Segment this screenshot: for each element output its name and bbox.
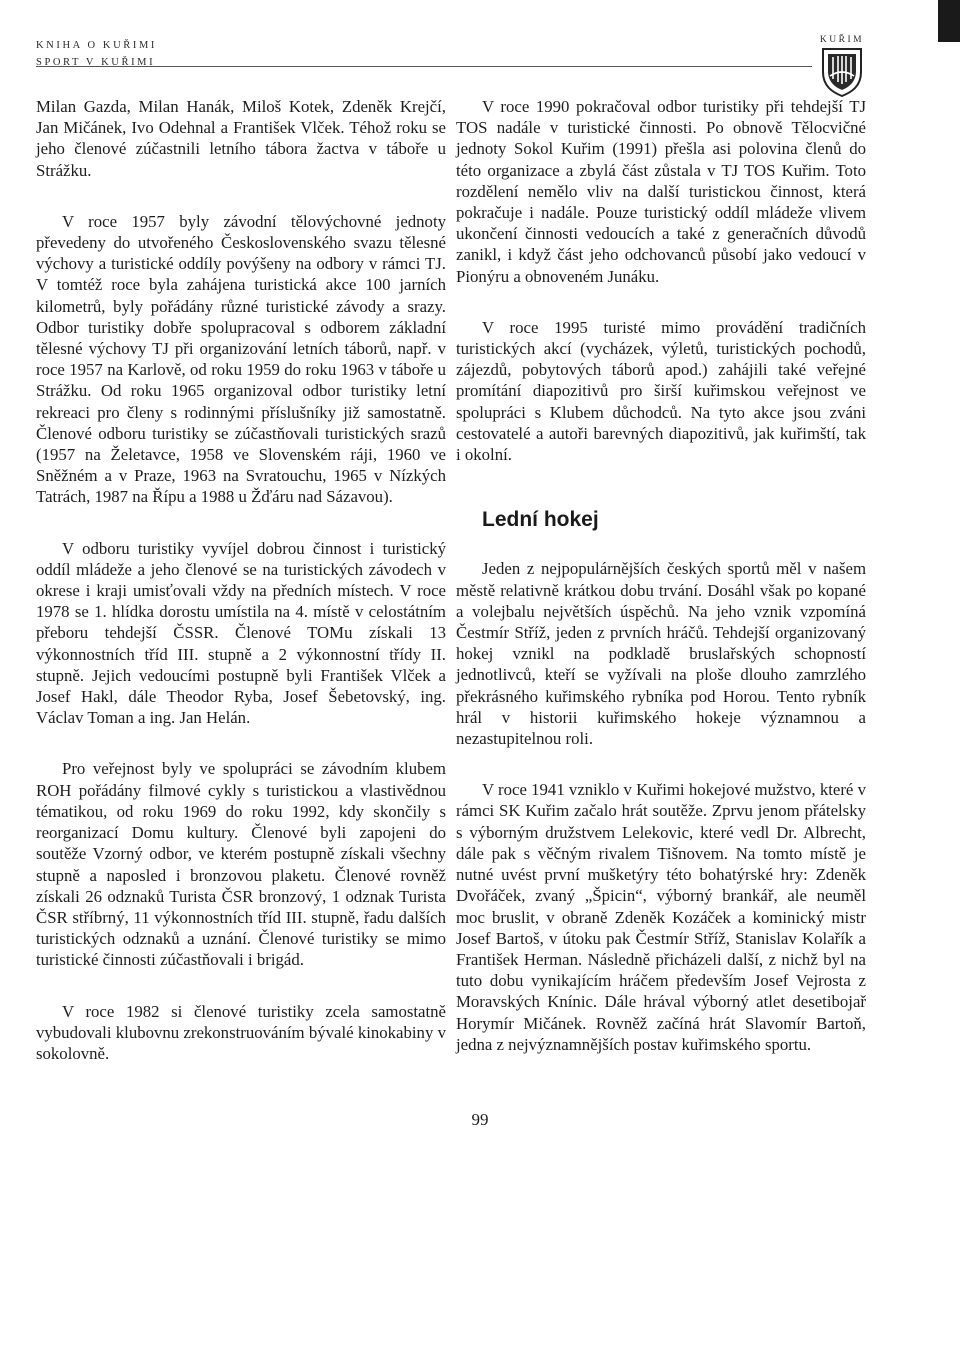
page-number: 99 — [471, 1110, 489, 1129]
chapter-title: SPORT V KUŘIMI — [36, 57, 156, 68]
coat-of-arms-icon — [820, 46, 864, 98]
paragraph: Jeden z nejpopulárnějších českých sportů měl v našem městě relativně krátkou dobu trvání. Dosáhl však po kopané a volejbalu největších úspěchů. Na jeho vznik vzpomíná Čestmír Stříž, jeden z prvních hráčů. Tehdejší organizovaný hokej vznikl na podkladě bruslařských schopností jednotlivců, kteří se vyžívali na ploše dlouho zamrzlého překrásného kuřimského rybníka pod Horou. Tento rybník hrál v historii kuřimského hokeje významnou a nezastupitelnou roli. — [456, 559, 866, 749]
left-column — [36, 96, 446, 1094]
section-heading: Lední hokej — [482, 508, 599, 532]
header-rule — [36, 66, 812, 67]
right-column — [456, 96, 866, 1085]
paragraph: Pro veřejnost byly ve spolupráci se závodním klubem ROH pořádány filmové cykly s turistickou a vlastivědnou tématikou, od roku 1969 do roku 1992, kdy skončily s reorganizací Domu kultury. Členové byli zapojeni do soutěže Vzorný odbor, ve kterém postupně získali všechny stupně a naposled i bronzovou plaketu. Členové rovněž získali 26 odznaků Turista ČSR bronzový, 1 odznak Turista ČSR stříbrný, 11 výkonnostních tříd III. stupně, řadu dalších turistických odznaků a uznání. Členové turistiky se mimo turistické činnosti zúčastňovali i brigád. — [36, 759, 446, 970]
paragraph: V roce 1941 vzniklo v Kuřimi hokejové mužstvo, které v rámci SK Kuřim začalo hrát soutěže. Zprvu jenom přátelsky s výborným družstvem Lelekovic, které vedl Dr. Albrecht, dále pak s věčným rivalem Tišnovem. Na tomto místě je nutné uvést první mušketýry této bohatýrské hry: Zdeněk Dvořáček, zvaný „Špicin“, výborný brankář, ale neuměl moc bruslit, v obraně Zdeněk Kozáček a kominický mistr Josef Bartoš, v útoku pak Čestmír Stříž, Stanislav Kolařík a František Herman. Následně přicházeli další, z nichž byl na tuto dobu vynikajícím hráčem především Josef Vejrosta z Moravských Knínic. Dále hrával výborný atlet desetibojař Horymír Mičánek. Rovněž začíná hrát Slavomír Bartoň, jedna z nejvýznamnějších postav kuřimského sportu. — [456, 780, 866, 1054]
paragraph: V odboru turistiky vyvíjel dobrou činnost i turistický oddíl mládeže a jeho členové se na turistických závodech v okrese i kraji umisťovali vždy na předních místech. V roce 1978 se 1. hlídka dorostu umístila na 4. místě v celostátním přeboru tehdejší ČSSR. Členové TOMu získali 13 výkonnostních tříd III. stupně a 2 výkonnostní třídy II. stupně. Jejich vedoucími postupně byli František Vlček a Josef Hakl, dále Theodor Ryba, Josef Šebetovský, ing. Václav Toman a ing. Jan Helán. — [36, 538, 446, 728]
crest-label: KUŘIM — [819, 35, 865, 45]
paragraph: V roce 1957 byly závodní tělovýchovné jednoty převedeny do utvořeného Československého svazu tělesné výchovy a turistické oddíly povýšeny na odbory v rámci TJ. V tomtéž roce byla zahájena turistická akce 100 jarních kilometrů, byly pořádány různé turistické závody a srazy. Odbor turistiky dobře spolupracoval s odborem základní tělesné výchovy TJ při organizování letních táborů, např. v roce 1957 na Karlově, od roku 1959 do roku 1963 v táboře u Strážku. Od roku 1965 organizoval odbor turistiky letní rekreaci pro členy s rodinnými příslušníky již samostatně. Členové odboru turistiky se zúčastňovali turistických srazů (1957 na Želetavce, 1958 ve Slovenském ráji, 1960 ve Sněžném a v Praze, 1963 na Svratouchu, 1965 v Nízkých Tatrách, 1987 na Řípu a 1988 u Žďáru nad Sázavou). — [36, 211, 446, 507]
kurim-crest — [810, 35, 874, 103]
paragraph: V roce 1982 si členové turistiky zcela samostatně vybudovali klubovnu zrekonstruováním bývalé kinokabiny v sokolovně. — [36, 1001, 446, 1063]
scan-corner-mark — [938, 0, 960, 42]
paragraph: V roce 1995 turisté mimo provádění tradičních turistických akcí (vycházek, výletů, turistických pochodů, zájezdů, pobytových táborů apod.) zahájili také veřejné promítání diapozitivů pro širší kuřimskou veřejnost ve spolupráci s Klubem důchodců. Na tyto akce jsou zváni cestovatelé a autoři barevných diapozitivů, jak kuřimští, tak i okolní. — [456, 317, 866, 465]
paragraph: Milan Gazda, Milan Hanák, Miloš Kotek, Zdeněk Krejčí, Jan Mičánek, Ivo Odehnal a František Vlček. Téhož roku se jeho členové zúčastnili letního tábora žactva v táboře u Strážku. — [36, 97, 446, 180]
paragraph: V roce 1990 pokračoval odbor turistiky při tehdejší TJ TOS nadále v turistické činnosti. Po obnově Tělocvičné jednoty Sokol Kuřim (1991) přešla asi polovina členů do této organizace a zbylá část zůstala v TJ TOS Kuřim. Toto rozdělení nemělo vliv na další turistickou činnost, která pokračuje i nadále. Pouze turistický oddíl mládeže vlivem ukončení činnosti vedoucích a také z generačních důvodů zanikl, i když část jeho odchovanců působí jako vedoucí v Pionýru a obnoveném Junáku. — [456, 97, 866, 286]
book-title: KNIHA O KUŘIMI — [36, 40, 157, 51]
